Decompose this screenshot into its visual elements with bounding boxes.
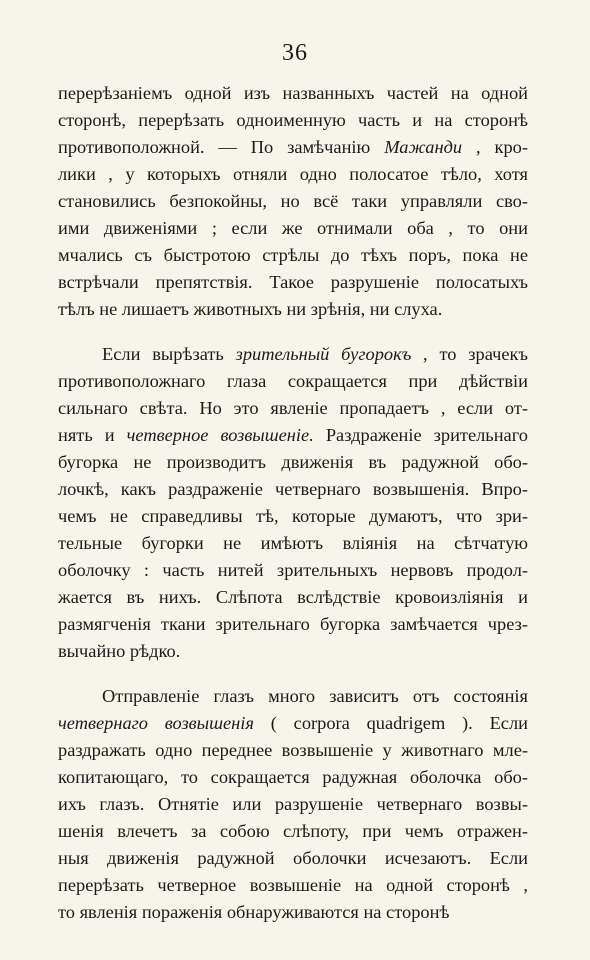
italic-term: зрительный бугорокъ [235,344,412,364]
text-line: раздражать одно переднее возвышеніе у животнаго мле- [58,740,528,760]
text-line [58,422,528,449]
text-line: чемъ не справедливы тѣ, которые думаютъ, что зри- [58,506,528,526]
italic-term: четвернаго возвышенія [58,713,254,733]
text-line: ныя движенія радужной оболочки исчезаютъ. Если [58,848,528,868]
text-line: перерѣзаніемъ одной изъ названныхъ частей на одной [58,83,528,103]
text-line [58,341,528,368]
text-line: копитающаго, то сокращается радужная оболочка обо- [58,767,528,787]
paragraph [58,80,528,323]
text-line: то явленія пораженія обнаруживаются на сторонѣ [58,902,450,922]
text-line: сторонѣ, перерѣзать одноименную часть и на сторонѣ [58,110,528,130]
text-line: перерѣзать четверное возвышеніе на одной сторонѣ , [58,875,528,895]
text-run: , то зрачекъ [411,344,528,364]
paragraph [58,683,528,926]
text-line: тельные бугорки не имѣютъ вліянія на сѣтчатую [58,533,528,553]
text-run: , кро- [462,137,528,157]
text-line: лики , у которыхъ отняли одно полосатое тѣло, хотя [58,164,528,184]
paragraph-gap [58,665,528,683]
paragraph [58,341,528,665]
text-line: ихъ глазъ. Отнятіе или разрушеніе четвернаго возвы- [58,794,528,814]
italic-term: четверное возвышеніе. [126,425,314,445]
paragraph-gap [58,323,528,341]
text-line: тѣлъ не лишаетъ животныхъ ни зрѣнія, ни слуха. [58,299,443,319]
text-run: противоположной. — По замѣчанію [58,137,385,157]
text-line: бугорка не производитъ движенія въ радужной обо- [58,452,528,472]
text-run: Раздраженіе зрительнаго [313,425,528,445]
text-line [58,134,528,161]
text-line: мчались съ быстротою стрѣлы до тѣхъ поръ, пока не [58,245,528,265]
text-line: шенія влечетъ за собою слѣпоту, при чемъ отражен- [58,821,528,841]
text-line: ими движеніями ; если же отнимали оба , то они [58,218,528,238]
text-line: встрѣчали препятствія. Такое разрушеніе полосатыхъ [58,272,528,292]
body-text [58,80,528,926]
text-line: лочкѣ, какъ раздраженіе четвернаго возвышенія. Впро- [58,479,528,499]
italic-term: Мажанди [384,137,463,157]
text-line: Отправленіе глазъ много зависитъ отъ состоянія [102,686,528,706]
text-line: жается въ нихъ. Слѣпота вслѣдствіе кровоизліянія и [58,587,528,607]
text-run: Если вырѣзать [102,344,236,364]
text-run: нять и [58,425,127,445]
text-line: сильнаго свѣта. Но это явленіе пропадаетъ , если от- [58,398,528,418]
text-line [58,710,528,737]
text-line: оболочку : часть нитей зрительныхъ нервовъ продол- [58,560,528,580]
text-run: ( corpora quadrigem ). Если [253,713,528,733]
text-line: противоположнаго глаза сокращается при дѣйствіи [58,371,528,391]
text-line: становились безпокойны, но всё таки управляли сво- [58,191,528,211]
text-line: размягченія ткани зрительнаго бугорка замѣчается чрез- [58,614,528,634]
page-number: 36 [282,40,308,66]
text-line: вычайно рѣдко. [58,641,181,661]
